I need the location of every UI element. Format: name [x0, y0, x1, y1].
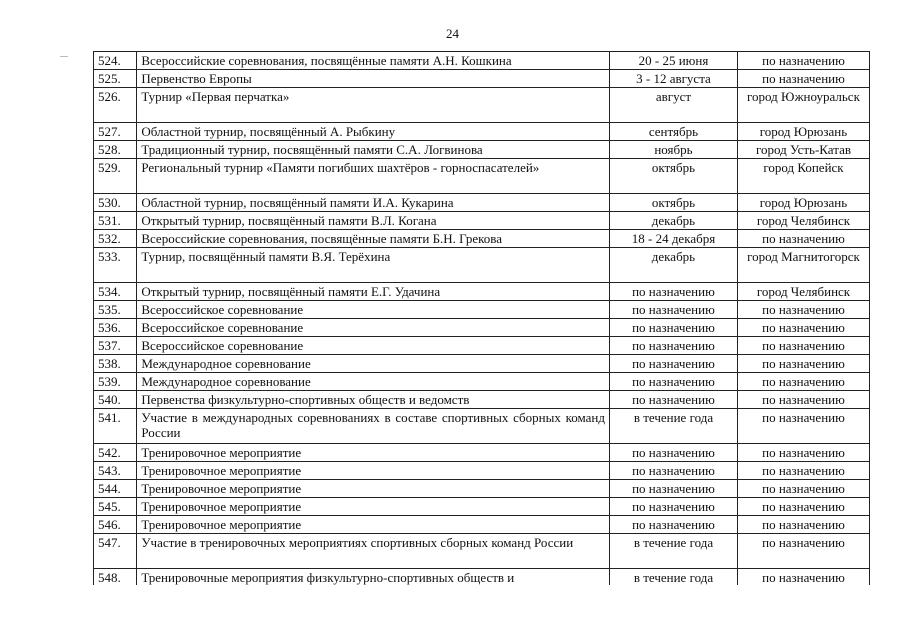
event-date: по назначению: [609, 337, 737, 355]
table-row: [94, 480, 870, 498]
row-number: 536.: [94, 319, 137, 337]
table-row: [94, 123, 870, 141]
row-number: 542.: [94, 444, 137, 462]
event-place: по назначению: [737, 516, 869, 534]
event-name: Участие в международных соревнованиях в составе спортивных сборных команд России: [137, 409, 610, 444]
table-row: [94, 319, 870, 337]
event-place: город Магнитогорск: [737, 248, 869, 283]
table-row: [94, 194, 870, 212]
table-row: [94, 301, 870, 319]
row-number: 528.: [94, 141, 137, 159]
event-date: по назначению: [609, 283, 737, 301]
event-date: по назначению: [609, 319, 737, 337]
row-number: 540.: [94, 391, 137, 409]
event-date: в течение года: [609, 409, 737, 444]
event-name: Тренировочное мероприятие: [137, 444, 610, 462]
event-date: в течение года: [609, 569, 737, 586]
row-number: 533.: [94, 248, 137, 283]
event-place: по назначению: [737, 409, 869, 444]
table-row: [94, 516, 870, 534]
event-date: 3 - 12 августа: [609, 70, 737, 88]
event-date: ноябрь: [609, 141, 737, 159]
table-row: [94, 569, 870, 586]
event-date: в течение года: [609, 534, 737, 569]
event-date: декабрь: [609, 248, 737, 283]
event-place: по назначению: [737, 337, 869, 355]
event-name: Тренировочные мероприятия физкультурно-спортивных обществ и: [137, 569, 610, 586]
event-place: по назначению: [737, 480, 869, 498]
row-number: 525.: [94, 70, 137, 88]
event-name: Всероссийские соревнования, посвящённые памяти Б.Н. Грекова: [137, 230, 610, 248]
event-place: город Южноуральск: [737, 88, 869, 123]
event-name: Турнир «Первая перчатка»: [137, 88, 610, 123]
event-date: по назначению: [609, 462, 737, 480]
row-number: 537.: [94, 337, 137, 355]
events-table: [93, 51, 870, 585]
event-date: октябрь: [609, 194, 737, 212]
event-name: Первенство Европы: [137, 70, 610, 88]
event-name: Тренировочное мероприятие: [137, 498, 610, 516]
event-date: 20 - 25 июня: [609, 52, 737, 70]
row-number: 535.: [94, 301, 137, 319]
margin-mark: [60, 56, 68, 57]
table-row: [94, 52, 870, 70]
event-place: по назначению: [737, 52, 869, 70]
event-name: Турнир, посвящённый памяти В.Я. Терёхина: [137, 248, 610, 283]
table-row: [94, 462, 870, 480]
event-name: Участие в тренировочных мероприятиях спортивных сборных команд России: [137, 534, 610, 569]
table-row: [94, 409, 870, 444]
row-number: 527.: [94, 123, 137, 141]
row-number: 524.: [94, 52, 137, 70]
table-row: [94, 88, 870, 123]
event-place: по назначению: [737, 355, 869, 373]
event-place: по назначению: [737, 534, 869, 569]
row-number: 531.: [94, 212, 137, 230]
row-number: 546.: [94, 516, 137, 534]
row-number: 526.: [94, 88, 137, 123]
table-row: [94, 337, 870, 355]
event-name: Областной турнир, посвящённый А. Рыбкину: [137, 123, 610, 141]
row-number: 548.: [94, 569, 137, 586]
event-date: по назначению: [609, 373, 737, 391]
row-number: 534.: [94, 283, 137, 301]
event-date: по назначению: [609, 516, 737, 534]
row-number: 544.: [94, 480, 137, 498]
row-number: 530.: [94, 194, 137, 212]
event-name: Всероссийские соревнования, посвящённые памяти А.Н. Кошкина: [137, 52, 610, 70]
event-name: Тренировочное мероприятие: [137, 462, 610, 480]
event-date: по назначению: [609, 444, 737, 462]
table-row: [94, 534, 870, 569]
row-number: 532.: [94, 230, 137, 248]
table-row: [94, 498, 870, 516]
event-name: Региональный турнир «Памяти погибших шахтёров - горноспасателей»: [137, 159, 610, 194]
event-name: Тренировочное мероприятие: [137, 480, 610, 498]
table-row: [94, 248, 870, 283]
table-row: [94, 355, 870, 373]
event-date: сентябрь: [609, 123, 737, 141]
event-place: по назначению: [737, 373, 869, 391]
row-number: 543.: [94, 462, 137, 480]
event-name: Областной турнир, посвящённый памяти И.А. Кукарина: [137, 194, 610, 212]
event-place: по назначению: [737, 230, 869, 248]
table-row: [94, 212, 870, 230]
page-number: 24: [446, 26, 459, 41]
event-date: по назначению: [609, 498, 737, 516]
row-number: 547.: [94, 534, 137, 569]
event-name: Международное соревнование: [137, 373, 610, 391]
row-number: 529.: [94, 159, 137, 194]
event-place: город Усть-Катав: [737, 141, 869, 159]
event-place: по назначению: [737, 498, 869, 516]
event-name: Традиционный турнир, посвящённый памяти С.А. Логвинова: [137, 141, 610, 159]
row-number: 539.: [94, 373, 137, 391]
event-name: Первенства физкультурно-спортивных обществ и ведомств: [137, 391, 610, 409]
event-place: по назначению: [737, 391, 869, 409]
event-name: Всероссийское соревнование: [137, 337, 610, 355]
event-name: Открытый турнир, посвящённый памяти Е.Г. Удачина: [137, 283, 610, 301]
event-place: город Челябинск: [737, 212, 869, 230]
event-place: город Челябинск: [737, 283, 869, 301]
table-row: [94, 444, 870, 462]
event-place: по назначению: [737, 444, 869, 462]
event-date: по назначению: [609, 480, 737, 498]
table-row: [94, 391, 870, 409]
event-name: Международное соревнование: [137, 355, 610, 373]
event-date: 18 - 24 декабря: [609, 230, 737, 248]
event-place: город Юрюзань: [737, 123, 869, 141]
event-date: октябрь: [609, 159, 737, 194]
event-date: декабрь: [609, 212, 737, 230]
event-date: по назначению: [609, 301, 737, 319]
row-number: 545.: [94, 498, 137, 516]
event-name: Открытый турнир, посвящённый памяти В.Л. Когана: [137, 212, 610, 230]
event-place: город Юрюзань: [737, 194, 869, 212]
table-row: [94, 159, 870, 194]
table-row: [94, 141, 870, 159]
table-row: [94, 230, 870, 248]
table-row: [94, 373, 870, 391]
event-place: по назначению: [737, 319, 869, 337]
event-place: по назначению: [737, 462, 869, 480]
event-name: Всероссийское соревнование: [137, 319, 610, 337]
event-name: Тренировочное мероприятие: [137, 516, 610, 534]
event-date: по назначению: [609, 391, 737, 409]
event-place: город Копейск: [737, 159, 869, 194]
event-date: по назначению: [609, 355, 737, 373]
row-number: 538.: [94, 355, 137, 373]
event-place: по назначению: [737, 70, 869, 88]
event-date: август: [609, 88, 737, 123]
event-place: по назначению: [737, 569, 869, 586]
table-row: [94, 283, 870, 301]
row-number: 541.: [94, 409, 137, 444]
event-name: Всероссийское соревнование: [137, 301, 610, 319]
table-row: [94, 70, 870, 88]
event-place: по назначению: [737, 301, 869, 319]
